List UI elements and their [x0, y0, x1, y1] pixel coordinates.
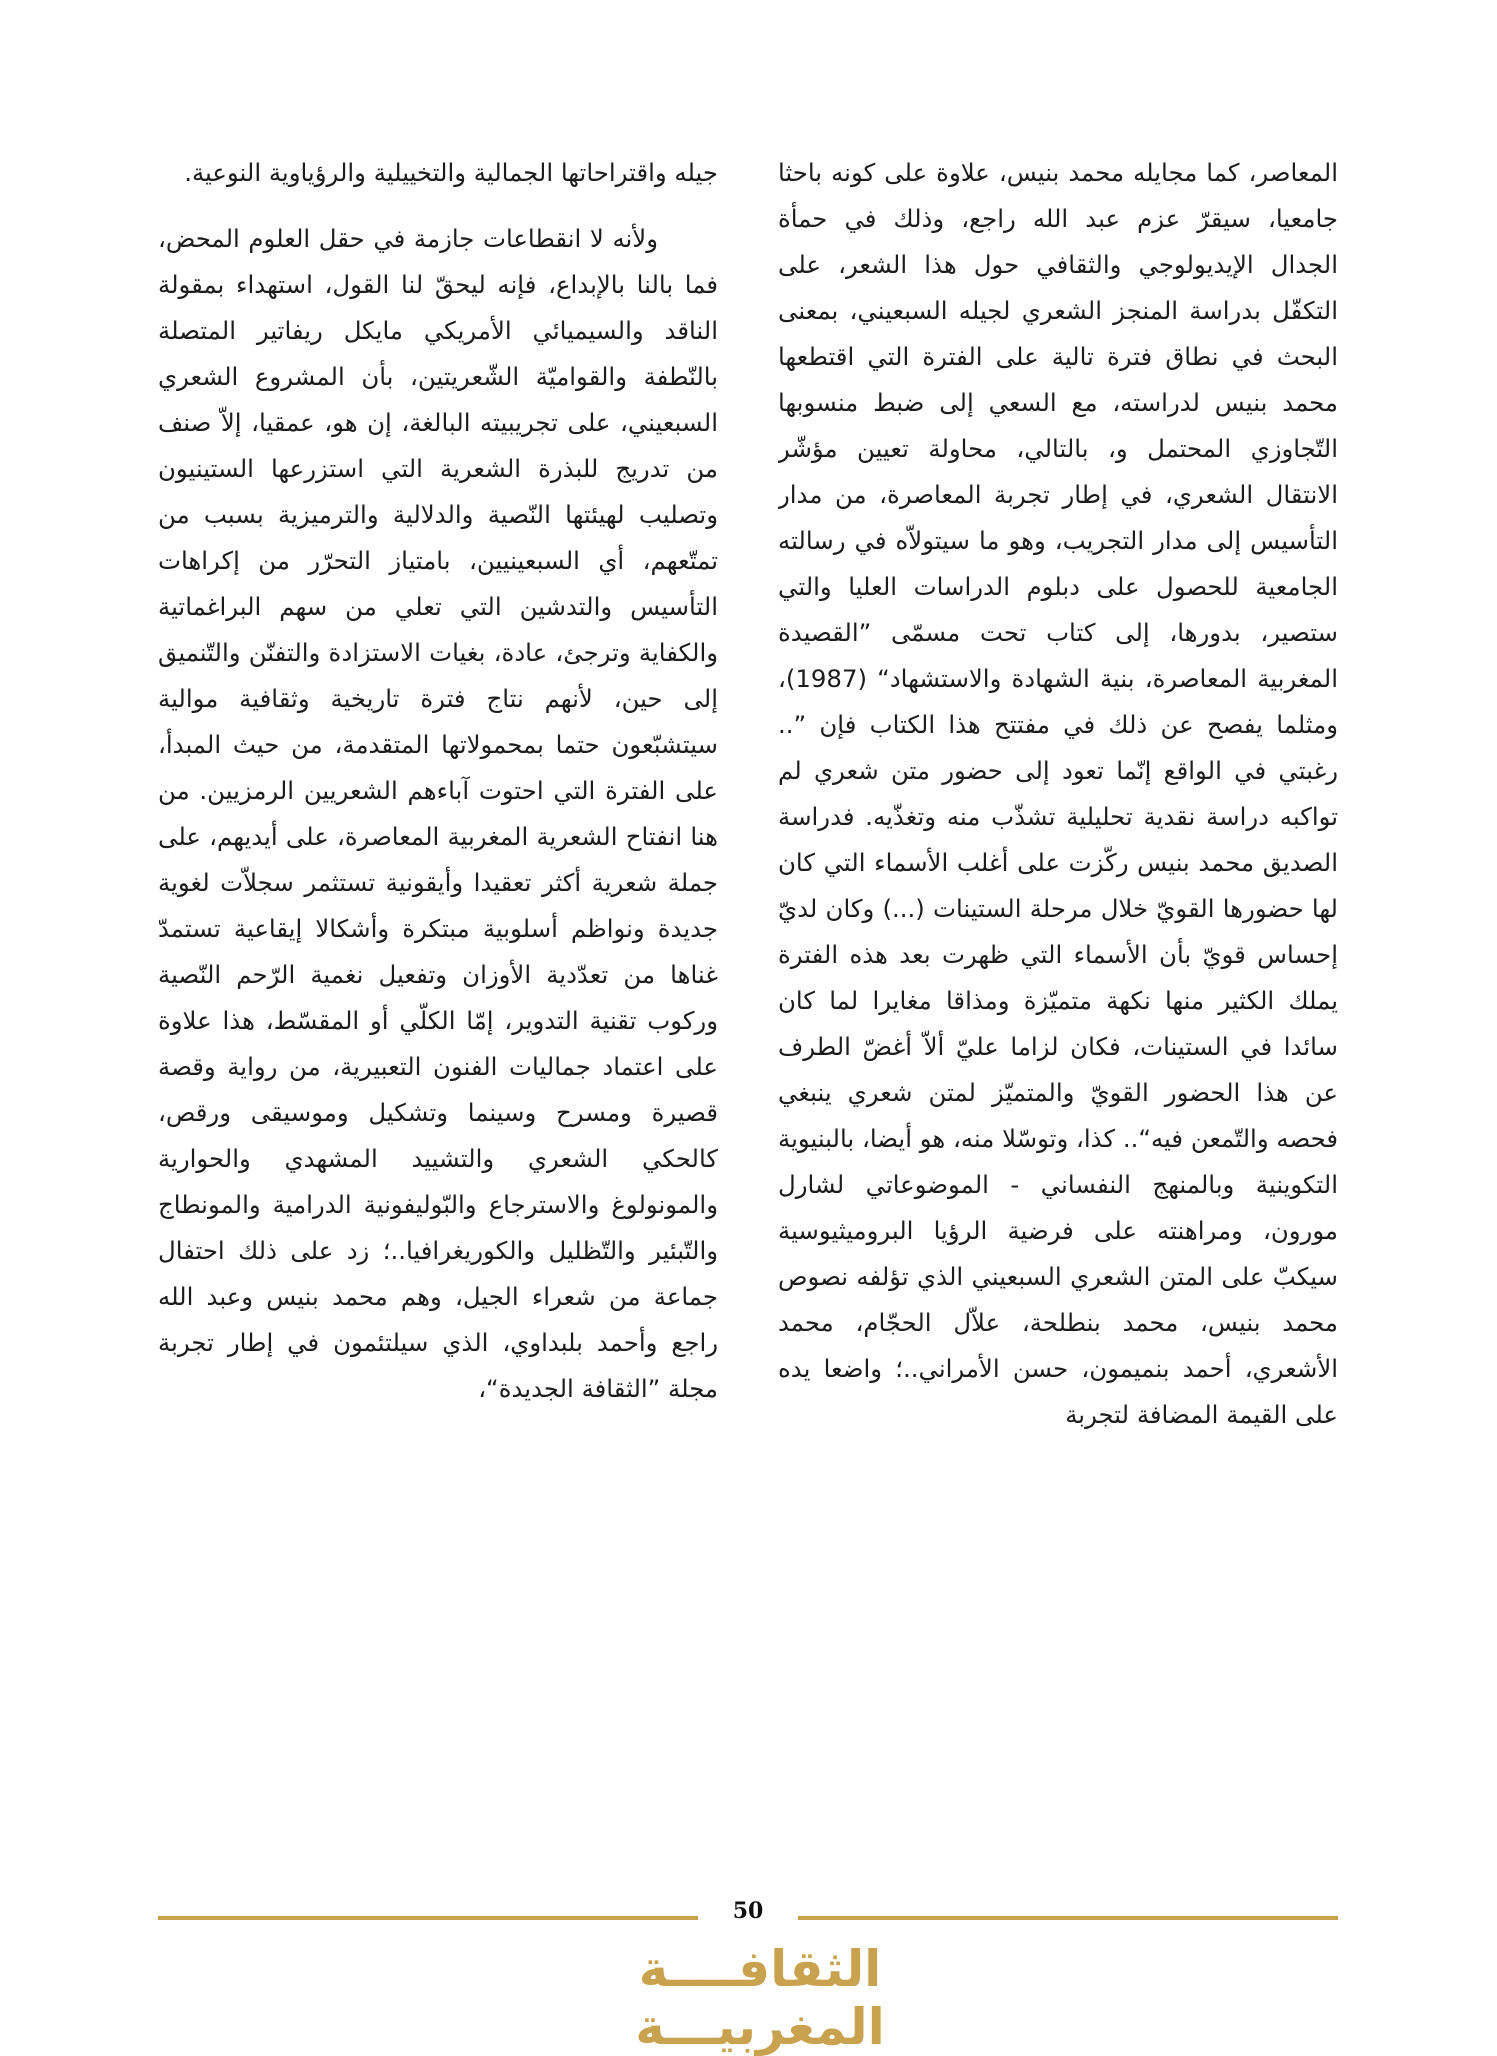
paragraph: جيله واقتراحاتها الجمالية والتخييلية والرؤياوية النوعية. [184, 158, 718, 187]
paragraph: المعاصر، كما مجايله محمد بنيس، علاوة على كونه باحثا جامعيا، سيقرّ عزم عبد الله راجع، وذلك في حمأة الجدال الإيديولوجي والثقافي حول هذا الشعر، على التكفّل بدراسة المنجز الشعري لجيله السبعيني، بمعنى البحث في نطاق فترة تالية على الفترة التي اقتطعها محمد بنيس لدراسته، مع السعي إلى ضبط منسوبها التّجاوزي المحتمل و، بالتالي، محاولة تعيين مؤشّر الانتقال الشعري، في إطار تجربة المعاصرة، من مدار التأسيس إلى مدار التجريب، وهو ما سيتولاّه في رسالته الجامعية للحصول على دبلوم الدراسات العليا والتي ستصير، بدورها، إلى كتاب تحت مسمّى ”القصيدة المغربية المعاصرة، بنية الشهادة والاستشهاد“ (1987)، ومثلما يفصح عن ذلك في مفتتح هذا الكتاب فإن ”.. رغبتي في الواقع إنّما تعود إلى حضور متن شعري لم تواكبه دراسة نقدية تحليلية تشذّب منه وتغذّيه. فدراسة الصديق محمد بنيس ركّزت على أغلب الأسماء التي كان لها حضورها القويّ خلال مرحلة الستينات (...) وكان لديّ إحساس قويّ بأن الأسماء التي ظهرت بعد هذه الفترة يملك الكثير منها نكهة متميّزة ومذاقا مغايرا لما كان سائدا في الستينات، فكان لزاما عليّ ألاّ أغضّ الطرف عن هذا الحضور القويّ والمتميّز لمتن شعري ينبغي فحصه والتّمعن فيه“.. كذا، وتوسّلا منه، هو أيضا، بالبنيوية التكوينية وبالمنهج النفساني - الموضوعاتي لشارل مورون، ومراهنته على فرضية الرؤيا البروميثيوسية سيكبّ على المتن الشعري السبعيني الذي تؤلفه نصوص محمد بنيس، محمد بنطلحة، علاّل الحجّام، محمد الأشعري، أحمد بنميمون، حسن الأمراني..؛ واضعا يده على القيمة المضافة لتجربة [778, 158, 1338, 1429]
page-number: 50 [732, 1898, 764, 1924]
footer-rule-right [798, 1916, 1338, 1920]
magazine-title: الثقافــــة المغربيـــة [635, 1940, 885, 2056]
left-column [158, 150, 718, 1880]
right-column [778, 150, 1338, 1880]
footer-rule-left [158, 1916, 698, 1920]
paragraph: ولأنه لا انقطاعات جازمة في حقل العلوم المحض، فما بالنا بالإبداع، فإنه ليحقّ لنا القول، استهداء بمقولة الناقد والسيميائي الأمريكي مايكل ريفاتير المتصلة بالنّطفة والقواميّة الشّعريتين، بأن المشروع الشعري السبعيني، على تجريبيته البالغة، إن هو، عمقيا، إلاّ صنف من تدريج للبذرة الشعرية التي استزرعها الستينيون وتصليب لهيئتها النّصية والدلالية والترميزية بسبب من تمتّعهم، أي السبعينيين، بامتياز التحرّر من إكراهات التأسيس والتدشين التي تعلي من سهم البراغماتية والكفاية وترجئ، عادة، بغيات الاستزادة والتفنّن والتّنميق إلى حين، لأنهم نتاج فترة تاريخية وثقافية موالية سيتشبّعون حتما بمحمولاتها المتقدمة، من حيث المبدأ، على الفترة التي احتوت آباءهم الشعريين الرمزيين. من هنا انفتاح الشعرية المغربية المعاصرة، على أيديهم، على جملة شعرية أكثر تعقيدا وأيقونية تستثمر سجلاّت لغوية جديدة ونواظم أسلوبية مبتكرة وأشكالا إيقاعية تستمدّ غناها من تعدّدية الأوزان وتفعيل نغمية الرّحم النّصية وركوب تقنية التدوير، إمّا الكلّي أو المقسّط، هذا علاوة على اعتماد جماليات الفنون التعبيرية، من رواية وقصة قصيرة ومسرح وسينما وتشكيل وموسيقى ورقص، كالحكي الشعري والتشييد المشهدي والحوارية والمونولوغ والاسترجاع والبّوليفونية الدرامية والمونطاج والتّبئير والتّظليل والكوريغرافيا..؛ زد على ذلك احتفال جماعة من شعراء الجيل، وهم محمد بنيس وعبد الله راجع وأحمد بلبداوي، الذي سيلتئمون في إطار تجربة مجلة ”الثقافة الجديدة“، [158, 224, 718, 1403]
